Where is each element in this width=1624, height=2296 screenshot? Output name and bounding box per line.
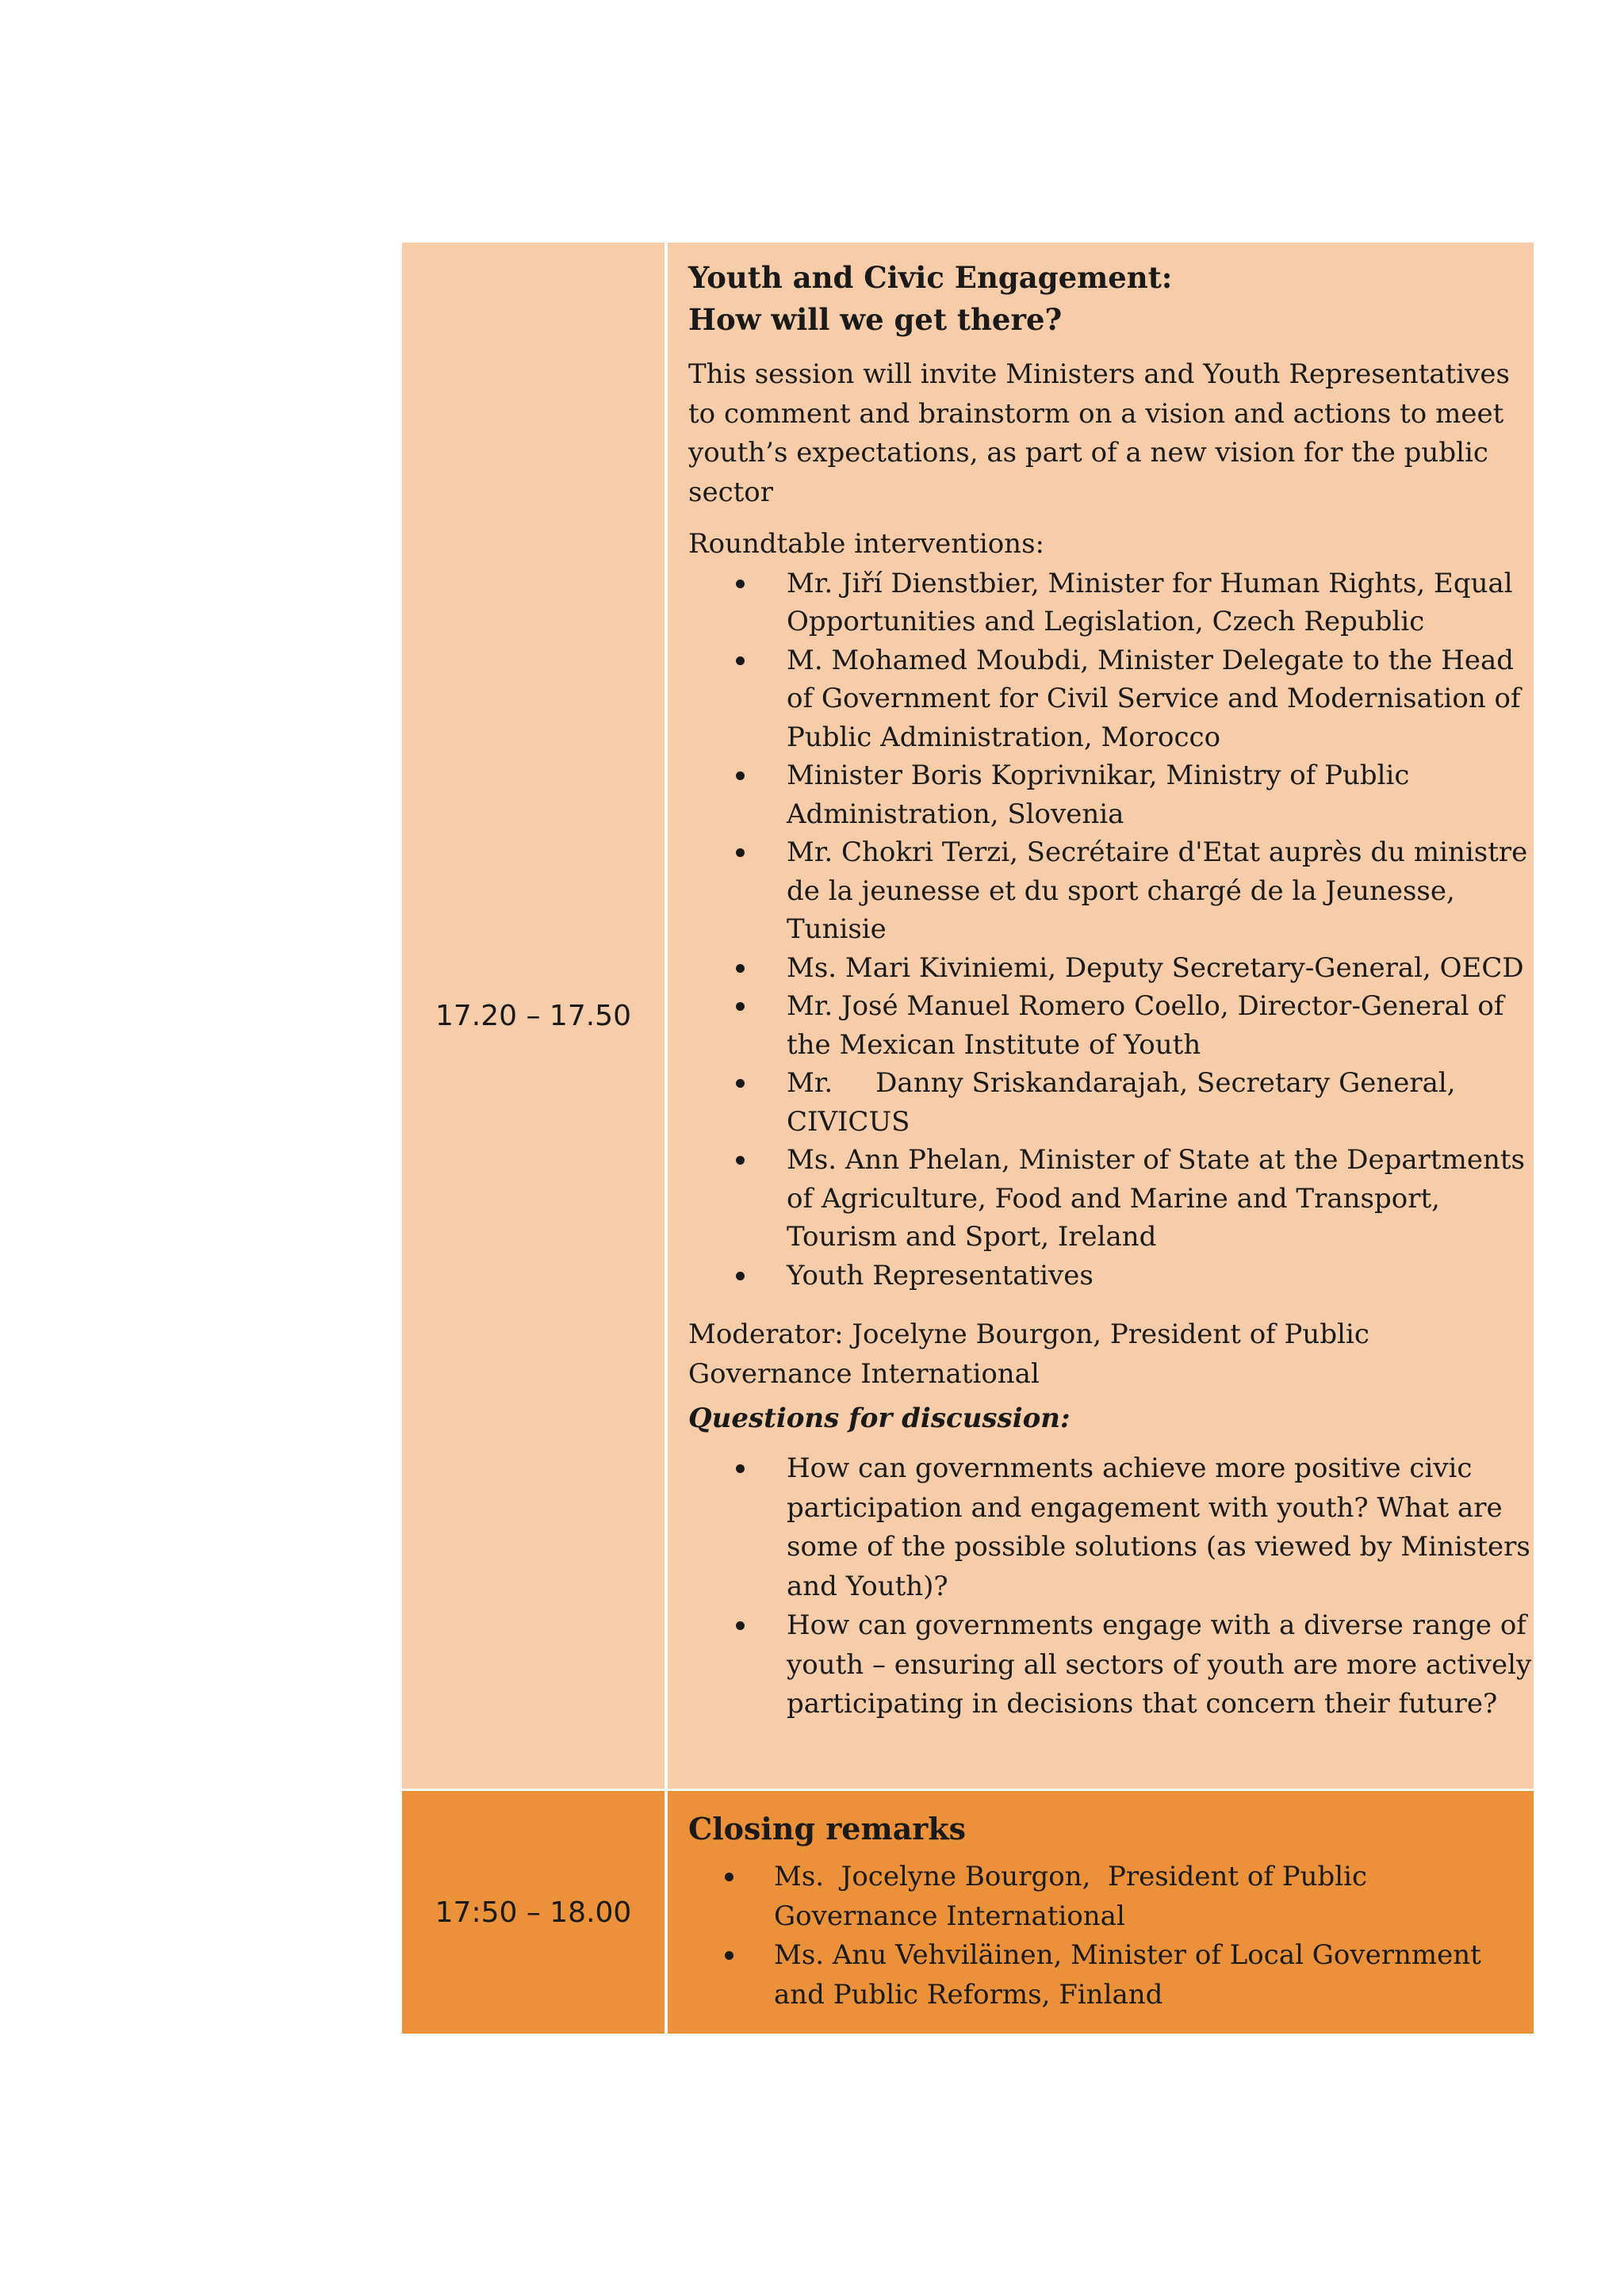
speaker-text: Ms. Ann Phelan, Minister of State at the Departments of Agriculture, Food and Marine and Transport, Tourism and Sport, Ireland xyxy=(787,1144,1525,1253)
speaker-item xyxy=(688,833,1534,949)
bullet-icon xyxy=(736,848,745,857)
speaker-item xyxy=(688,1936,1534,2015)
speaker-item xyxy=(688,564,1534,641)
question-list xyxy=(688,1449,1534,1724)
questions-heading: Questions for discussion: xyxy=(688,1402,1071,1434)
bullet-icon xyxy=(736,1156,745,1165)
bullet-icon xyxy=(736,1621,745,1630)
speaker-text: M. Mohamed Moubdi, Minister Delegate to the Head of Government for Civil Service and Modernisation of Public Administration, Morocco xyxy=(787,644,1521,753)
speaker-text: Mr. Jiří Dienstbier, Minister for Human Rights, Equal Opportunities and Legislation, Czech Republic xyxy=(787,567,1513,637)
bullet-icon xyxy=(736,580,745,588)
speaker-list xyxy=(688,1858,1534,2015)
bullet-icon xyxy=(725,1873,733,1881)
session-title-line1: Youth and Civic Engagement: xyxy=(688,260,1173,295)
session-title: Closing remarks xyxy=(688,1811,967,1846)
question-item xyxy=(688,1449,1534,1606)
bullet-icon xyxy=(736,964,745,973)
question-item xyxy=(688,1606,1534,1724)
session-content xyxy=(668,243,1534,1789)
session-title-line2: How will we get there? xyxy=(688,302,1063,337)
bullet-icon xyxy=(736,1079,745,1088)
speaker-item xyxy=(688,987,1534,1064)
speaker-item xyxy=(688,1141,1534,1257)
bullet-icon xyxy=(736,771,745,780)
speaker-item xyxy=(688,1064,1534,1141)
bullet-icon xyxy=(736,1464,745,1473)
speaker-text: Mr. Danny Sriskandarajah, Secretary General, CIVICUS xyxy=(787,1067,1465,1138)
question-text: How can governments achieve more positive civic participation and engagement with youth? What are some of the possible solutions (as viewed by Ministers and Youth)? xyxy=(787,1452,1530,1602)
bullet-icon xyxy=(736,1272,745,1280)
speaker-text: Minister Boris Koprivnikar, Ministry of Public Administration, Slovenia xyxy=(787,760,1410,830)
speaker-text: Mr. José Manuel Romero Coello, Director-General of the Mexican Institute of Youth xyxy=(787,990,1504,1061)
bullet-icon xyxy=(725,1951,733,1960)
session-time: 17.20 – 17.50 xyxy=(402,243,668,1789)
speaker-text: Mr. Chokri Terzi, Secrétaire d'Etat auprès du ministre de la jeunesse et du sport chargé de la Jeunesse, Tunisie xyxy=(787,836,1528,945)
bullet-icon xyxy=(736,1002,745,1011)
speaker-text: Ms. Anu Vehviläinen, Minister of Local Government and Public Reforms, Finland xyxy=(774,1939,1481,2011)
session-time: 17:50 – 18.00 xyxy=(402,1791,668,2034)
roundtable-label: Roundtable interventions: xyxy=(688,528,1044,560)
moderator-text: Moderator: Jocelyne Bourgon, President of Public Governance International xyxy=(688,1318,1369,1390)
speaker-item xyxy=(688,949,1534,988)
bullet-icon xyxy=(736,656,745,665)
agenda-row-closing-remarks xyxy=(402,1789,1534,2034)
speaker-item xyxy=(688,1858,1534,1936)
speaker-item xyxy=(688,641,1534,757)
session-description: This session will invite Ministers and Youth Representatives to comment and brainstorm on a vision and actions to meet youth’s expectations, as part of a new vision for the public sector xyxy=(688,358,1510,508)
question-text: How can governments engage with a diverse range of youth – ensuring all sectors of youth are more actively participating in decisions that concern their future? xyxy=(787,1609,1532,1720)
speaker-text: Ms. Mari Kiviniemi, Deputy Secretary-General, OECD xyxy=(787,951,1524,984)
agenda-table xyxy=(402,243,1534,2034)
speaker-item xyxy=(688,756,1534,833)
speaker-item xyxy=(688,1257,1534,1295)
speaker-list xyxy=(688,564,1534,1295)
speaker-text: Youth Representatives xyxy=(787,1259,1094,1292)
session-content xyxy=(668,1791,1534,2034)
speaker-text: Ms. Jocelyne Bourgon, President of Public Governance International xyxy=(774,1861,1376,1932)
agenda-row-youth-civic-engagement xyxy=(402,243,1534,1789)
